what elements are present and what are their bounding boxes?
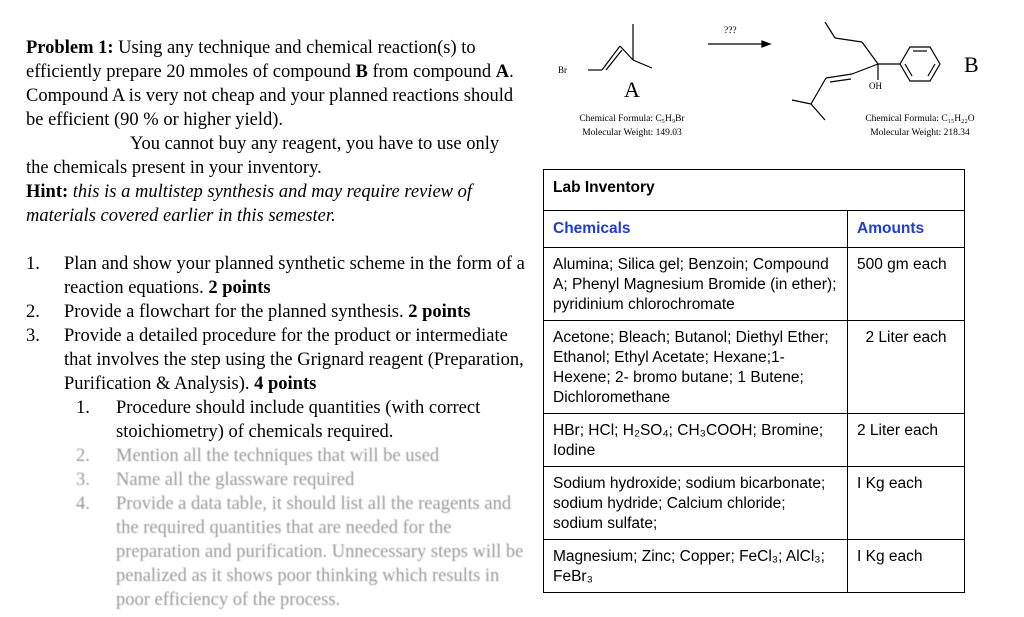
subtask-item: 1. Procedure should include quantities (with correct stoichiometry) of chemicals required. — [76, 398, 481, 442]
compound-a-label: A — [624, 77, 640, 102]
amount-cell: 2 Liter each — [848, 321, 965, 414]
amount-cell: 2 Liter each — [848, 414, 965, 467]
compound-b-weight: Molecular Weight: 218.34 — [870, 128, 970, 138]
compound-b-structure — [792, 22, 940, 120]
amount-cell: 500 gm each — [848, 248, 965, 321]
problem-title: Problem 1: — [26, 38, 114, 58]
compound-b-label: B — [964, 52, 979, 77]
compound-b-formula: Chemical Formula: C₁₅H₂₂O — [865, 114, 975, 124]
br-label: Br — [558, 65, 567, 75]
table-row — [544, 248, 965, 321]
table-row — [544, 321, 965, 414]
reaction-arrow — [708, 41, 770, 47]
problem-intro: Problem 1: Using any technique and chemical reaction(s) to efficiently prepare 20 mmoles of compound B from compound A. Compound A is very not cheap and your planned reactions should be efficient (90 % or higher yield). — [26, 38, 514, 130]
subtask-item: 4. Provide a data table, it should list all the reagents and the required quantities that are needed for the preparation and purification. Unnecessary steps will be penalized as it shows poor thinking which results in poor efficiency of the process. — [76, 494, 524, 610]
compound-a-formula: Chemical Formula: C₅H₉Br — [579, 114, 685, 124]
task-item: 1. Plan and show your planned synthetic scheme in the form of a reaction equations. 2 points — [26, 254, 525, 298]
compound-a-structure — [588, 24, 652, 70]
column-header-amounts: Amounts — [848, 211, 965, 248]
task-list — [26, 252, 526, 612]
table-row — [544, 540, 965, 593]
reaction-scheme — [540, 0, 1024, 160]
amount-cell: I Kg each — [848, 467, 965, 540]
subtask-item: 2. Mention all the techniques that will be used — [76, 446, 440, 466]
task-item: 3. Provide a detailed procedure for the product or intermediate that involves the step using the Grignard reagent (Preparation, Purification & Analysis). 4 points 1. Procedure should include quantities (with correct stoichiometry) of chemicals required. 2. Mention all the techniques that will be used 3. Name all the glassware required 4. Provide a data table, it should list all the reagents and the required quantities that are needed for the preparation and purification. Unnecessary steps will be penalized as it shows poor thinking which results in poor efficiency of the process. — [26, 324, 526, 612]
chemicals-cell: Alumina; Silica gel; Benzoin; Compound A; Phenyl Magnesium Bromide (in ether); pyridinium chlorochromate — [544, 248, 848, 321]
table-title: Lab Inventory — [544, 170, 965, 211]
problem-hint: Hint: this is a multistep synthesis and may require review of materials covered earlier in this semester. — [26, 182, 473, 226]
column-header-chemicals: Chemicals — [544, 211, 848, 248]
amount-cell: I Kg each — [848, 540, 965, 593]
table-row — [544, 414, 965, 467]
table-header-row — [544, 211, 965, 248]
chemicals-cell: Sodium hydroxide; sodium bicarbonate; sodium hydride; Calcium chloride; sodium sulfate; — [544, 467, 848, 540]
compound-a-weight: Molecular Weight: 149.03 — [582, 128, 682, 138]
chemicals-cell: Magnesium; Zinc; Copper; FeCl₃; AlCl₃; FeBr₃ — [544, 540, 848, 593]
oh-label: OH — [869, 81, 882, 91]
problem-rule: You cannot buy any reagent, you have to use only the chemicals present in your inventory. — [26, 134, 500, 178]
table-row — [544, 467, 965, 540]
problem-statement — [26, 36, 526, 612]
lab-inventory-table — [543, 169, 965, 593]
table-title-row — [544, 170, 965, 211]
subtask-list — [64, 396, 526, 612]
task-item: 2. Provide a flowchart for the planned synthesis. 2 points — [26, 302, 471, 322]
subtask-item: 3. Name all the glassware required — [76, 470, 355, 490]
arrow-label: ??? — [724, 26, 737, 36]
chemicals-cell: HBr; HCl; H₂SO₄; CH₃COOH; Bromine; Iodine — [544, 414, 848, 467]
chemicals-cell: Acetone; Bleach; Butanol; Diethyl Ether; Ethanol; Ethyl Acetate; Hexane;1-Hexene; 2- bromo butane; 1 Butene; Dichloromethane — [544, 321, 848, 414]
